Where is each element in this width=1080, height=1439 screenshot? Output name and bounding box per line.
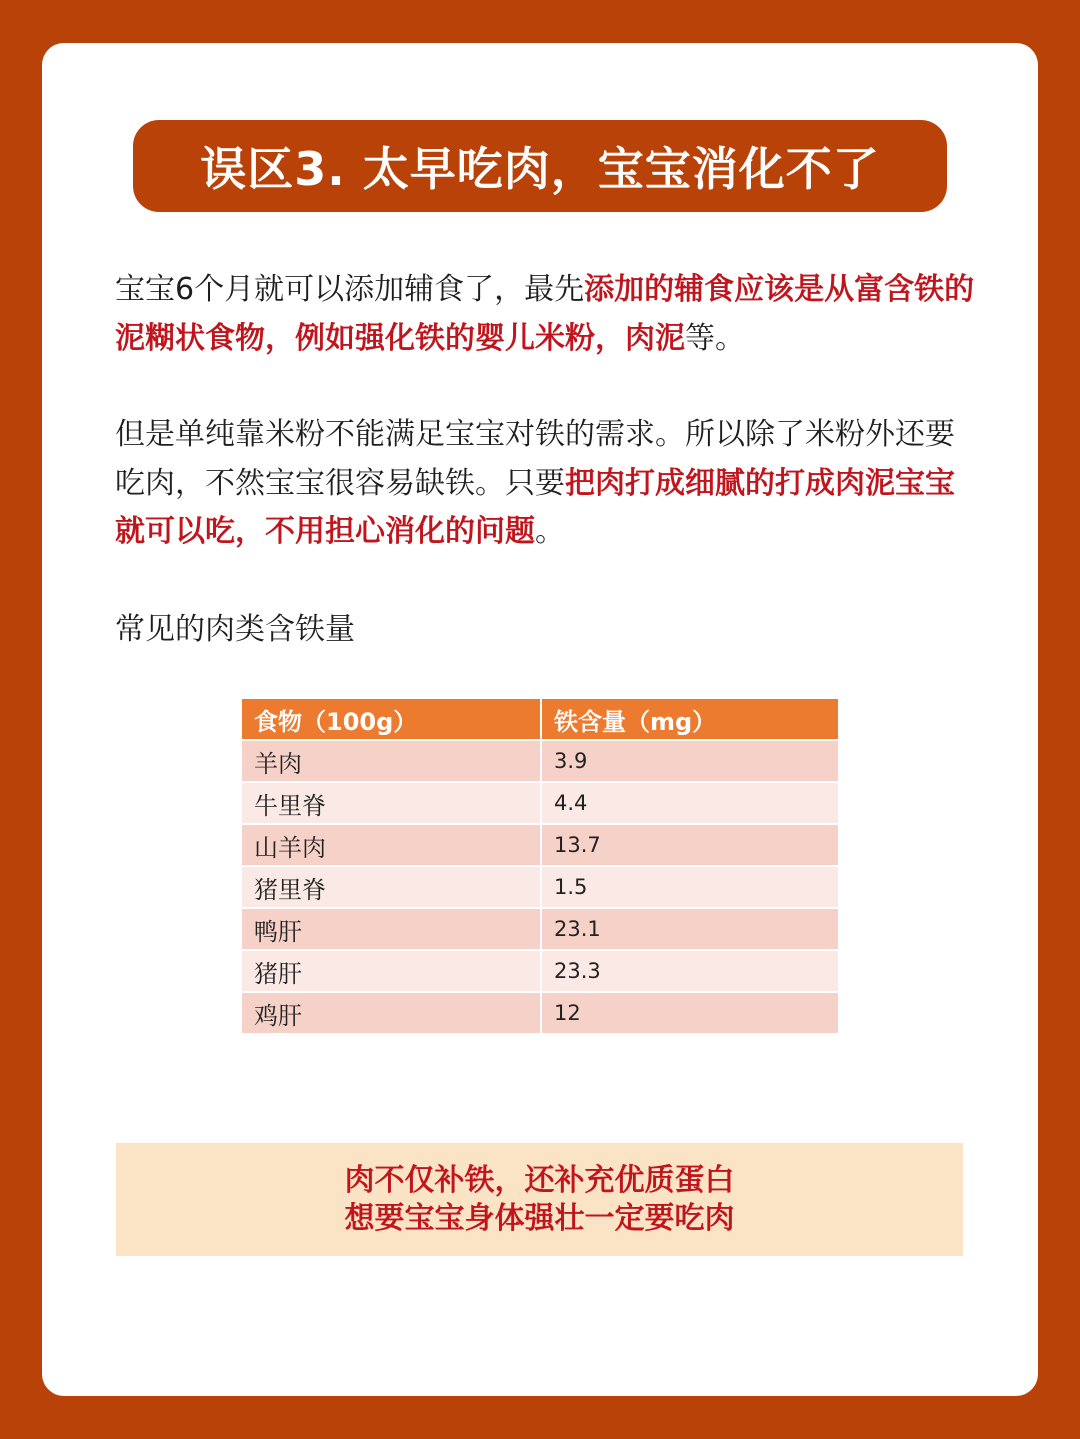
- callout-line-1: 肉不仅补铁，还补充优质蛋白: [344, 1162, 735, 1198]
- paragraph-meat-text: 但是单纯靠米粉不能满足宝宝对铁的需求。所以除了米粉外还要吃肉，不然宝宝很容易缺铁。只要: [115, 417, 955, 501]
- paragraph-intro-text: 宝宝6个月就可以添加辅食了，最先: [115, 272, 585, 307]
- paragraph-intro-highlight: 添加的辅食应该是从富含铁的泥糊状食物，例如强化铁的婴儿米粉，肉泥: [115, 272, 975, 356]
- cell-iron: 3.9: [541, 740, 839, 782]
- cell-food: 牛里脊: [241, 782, 541, 824]
- table-row: [241, 824, 839, 866]
- header-iron: 铁含量（mg）: [541, 698, 839, 740]
- cell-food: 鸭肝: [241, 908, 541, 950]
- table-row: [241, 866, 839, 908]
- cell-iron: 4.4: [541, 782, 839, 824]
- cell-iron: 12: [541, 992, 839, 1034]
- page-title: 误区3. 太早吃肉，宝宝消化不了: [200, 142, 880, 196]
- cell-iron: 23.3: [541, 950, 839, 992]
- cell-food: 猪肝: [241, 950, 541, 992]
- paragraph-meat-highlight: 把肉打成细腻的打成肉泥宝宝就可以吃，不用担心消化的问题: [115, 465, 955, 549]
- paragraph-intro-end: 等。: [685, 320, 745, 356]
- header-food: 食物（100g）: [241, 698, 541, 740]
- paragraph-meat-end: 。: [535, 514, 565, 549]
- table-caption: 常见的肉类含铁量: [115, 612, 355, 647]
- table-row: [241, 950, 839, 992]
- callout-box: [116, 1143, 963, 1256]
- cell-iron: 13.7: [541, 824, 839, 866]
- cell-iron: 23.1: [541, 908, 839, 950]
- cell-iron: 1.5: [541, 866, 839, 908]
- table-row: [241, 908, 839, 950]
- paragraph-intro: [115, 266, 975, 363]
- table-row: [241, 740, 839, 782]
- cell-food: 羊肉: [241, 740, 541, 782]
- paragraph-meat: [115, 411, 975, 557]
- table-row: [241, 782, 839, 824]
- table-header-row: [241, 698, 839, 740]
- cell-food: 山羊肉: [241, 824, 541, 866]
- content-card: [42, 43, 1038, 1396]
- callout-line-2: 想要宝宝身体强壮一定要吃肉: [344, 1200, 735, 1236]
- cell-food: 猪里脊: [241, 866, 541, 908]
- table-row: [241, 992, 839, 1034]
- cell-food: 鸡肝: [241, 992, 541, 1034]
- iron-content-table: [240, 697, 840, 1035]
- title-banner: [133, 120, 947, 212]
